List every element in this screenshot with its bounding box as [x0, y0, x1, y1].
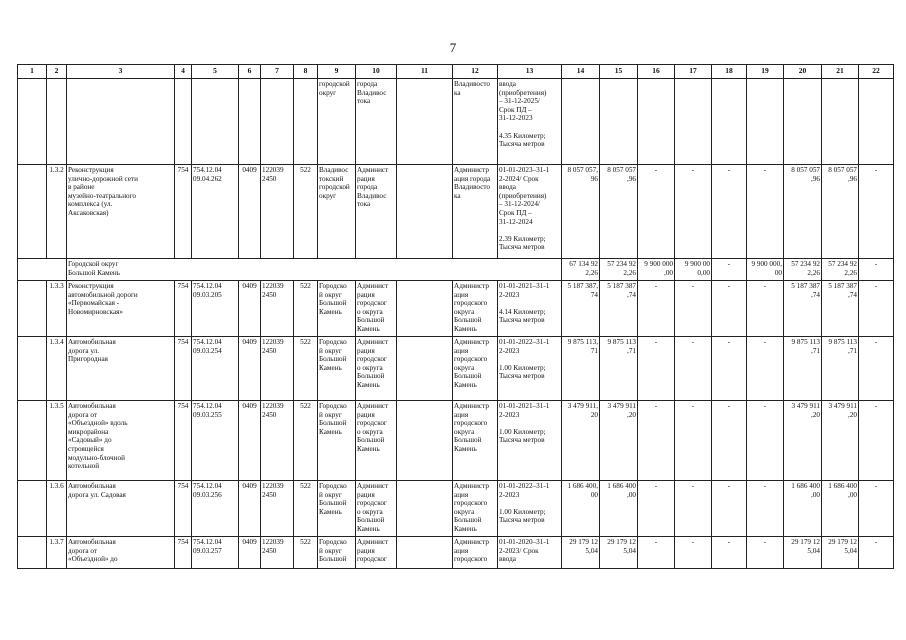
subtotal-value: 67 134 92 2,26 [562, 259, 600, 281]
table-cell: 01-01-2021–31-1 2-2023 1.00 Километр; Тысяча метров [498, 401, 562, 481]
table-cell: - [675, 481, 712, 537]
table-cell [397, 79, 453, 165]
column-number-header: 8 [294, 65, 318, 79]
table-cell: 0409 [239, 337, 261, 401]
table-cell: - [638, 281, 675, 337]
table-cell: - [638, 165, 675, 259]
table-cell: 754 [175, 481, 192, 537]
table-cell [638, 79, 675, 165]
column-number-header: 16 [638, 65, 675, 79]
table-cell: 522 [294, 401, 318, 481]
table-cell: Владивосто ка [453, 79, 498, 165]
table-cell: 5 187 387 ,74 [822, 281, 859, 337]
table-cell: 01-01-2020–31-1 2-2023/ Срок ввода [498, 537, 562, 569]
table-cell: - [712, 165, 747, 259]
table-cell: 9 875 113 ,71 [784, 337, 822, 401]
column-number-header: 19 [747, 65, 784, 79]
table-cell [18, 481, 47, 537]
table-cell: Админист рация города Владивос тока [356, 165, 397, 259]
table-cell [192, 79, 239, 165]
table-cell [822, 79, 859, 165]
table-row [18, 401, 894, 481]
column-number-header: 10 [356, 65, 397, 79]
table-row [18, 337, 894, 401]
column-number-header: 11 [397, 65, 453, 79]
subtotal-value: - [712, 259, 747, 281]
table-cell: - [859, 481, 894, 537]
table-cell: городской округ [318, 79, 356, 165]
table-cell: - [712, 281, 747, 337]
table-cell: Реконструкция автомобильной дороги «Первомайская - Новомирновская» [67, 281, 175, 337]
table-cell: 754 [175, 401, 192, 481]
table-cell: - [712, 481, 747, 537]
table-cell: Администр ация городского [453, 537, 498, 569]
table-cell: 01-01-2022–31-1 2-2023 1.00 Километр; Тысяча метров [498, 481, 562, 537]
table-cell [747, 79, 784, 165]
table-cell: Городско й округ Большой Камень [318, 281, 356, 337]
table-cell: Автомобильная дорога ул. Садовая [67, 481, 175, 537]
table-row [18, 537, 894, 569]
table-cell: 0409 [239, 281, 261, 337]
table-cell: 754.12.04 09.03.257 [192, 537, 239, 569]
table-cell: 754 [175, 537, 192, 569]
column-number-header: 1 [18, 65, 47, 79]
table-cell: Админист рация городског о округа Большой Камень [356, 281, 397, 337]
column-number-header: 2 [47, 65, 67, 79]
table-cell [18, 537, 47, 569]
table-cell: Администр ация городского округа Большой Камень [453, 401, 498, 481]
column-number-header: 22 [859, 65, 894, 79]
table-cell: 754 [175, 281, 192, 337]
table-cell: Реконструкция улично-дорожной сети в районе музейно-театрального комплекса (ул. Аксаковская) [67, 165, 175, 259]
table-cell: 01-01-2022–31-1 2-2023 1.00 Километр; Тысяча метров [498, 337, 562, 401]
column-number-header: 18 [712, 65, 747, 79]
table-row [18, 165, 894, 259]
table-cell: Городско й округ Большой Камень [318, 401, 356, 481]
table-cell: 29 179 12 5,04 [822, 537, 859, 569]
table-cell: - [859, 337, 894, 401]
table-cell: - [747, 337, 784, 401]
table-cell: - [712, 537, 747, 569]
table-cell [67, 79, 175, 165]
budget-table [17, 64, 894, 569]
column-number-header: 14 [562, 65, 600, 79]
table-cell: 9 875 113 ,71 [600, 337, 638, 401]
column-number-header: 6 [239, 65, 261, 79]
table-cell: 122039 2450 [261, 537, 294, 569]
table-cell: 3 479 911 ,20 [784, 401, 822, 481]
table-cell: 754.12.04 09.04.262 [192, 165, 239, 259]
table-cell: - [675, 337, 712, 401]
table-cell: 0409 [239, 401, 261, 481]
table-cell: 8 057 057 ,96 [784, 165, 822, 259]
table-cell: 9 875 113 ,71 [822, 337, 859, 401]
table-cell: Администр ация городского округа Большой Камень [453, 337, 498, 401]
table-cell: 122039 2450 [261, 281, 294, 337]
table-cell: - [747, 281, 784, 337]
table-cell: Автомобильная дорога от «Объездной» вдоль микрорайона «Садовый» до строящейся модульно-блочной котельной [67, 401, 175, 481]
table-cell: - [638, 481, 675, 537]
column-number-row [18, 65, 894, 79]
table-cell: - [712, 401, 747, 481]
table-cell: Администр ация городского округа Большой Камень [453, 481, 498, 537]
table-cell: 522 [294, 537, 318, 569]
table-cell: 122039 2450 [261, 401, 294, 481]
table-cell: 1.3.6 [47, 481, 67, 537]
table-cell [18, 281, 47, 337]
table-cell: - [638, 537, 675, 569]
table-cell: 5 187 387 ,74 [784, 281, 822, 337]
table-cell: Админист рация городског о округа Большой Камень [356, 481, 397, 537]
column-number-header: 15 [600, 65, 638, 79]
table-cell [18, 337, 47, 401]
table-cell: - [638, 337, 675, 401]
table-cell [397, 481, 453, 537]
table-cell: 29 179 12 5,04 [562, 537, 600, 569]
table-cell: 01-01-2021–31-1 2-2023 4.14 Километр; Тысяча метров [498, 281, 562, 337]
subtotal-value: 9 900 000, 00 [747, 259, 784, 281]
table-cell [397, 165, 453, 259]
table-cell: 0409 [239, 165, 261, 259]
table-cell: 1.3.7 [47, 537, 67, 569]
table-cell: 1 686 400 ,00 [822, 481, 859, 537]
table-cell: 754 [175, 337, 192, 401]
subtotal-value: 9 900 000 ,00 [638, 259, 675, 281]
table-cell: 8 057 057 ,96 [822, 165, 859, 259]
table-cell: 754 [175, 165, 192, 259]
table-row [18, 79, 894, 165]
subtotal-value: 57 234 92 2,26 [600, 259, 638, 281]
column-number-header: 5 [192, 65, 239, 79]
table-cell: 3 479 911 ,20 [822, 401, 859, 481]
column-number-header: 7 [261, 65, 294, 79]
table-cell: - [747, 165, 784, 259]
table-cell [294, 79, 318, 165]
table-cell: 522 [294, 281, 318, 337]
table-cell: 8 057 057 ,96 [600, 165, 638, 259]
table-cell: 3 479 911 ,20 [600, 401, 638, 481]
table-cell: 29 179 12 5,04 [784, 537, 822, 569]
table-cell [397, 401, 453, 481]
table-cell: 5 187 387 ,74 [600, 281, 638, 337]
table-cell: Админист рация городског [356, 537, 397, 569]
table-cell: 122039 2450 [261, 165, 294, 259]
table-row [18, 281, 894, 337]
table-cell [261, 79, 294, 165]
table-cell: 1.3.5 [47, 401, 67, 481]
subtotal-label: Городской округ Большой Камень [67, 259, 562, 281]
table-cell: 754.12.04 09.03.205 [192, 281, 239, 337]
table-cell: 1.3.2 [47, 165, 67, 259]
table-cell [18, 259, 67, 281]
subtotal-value: 9 900 00 0,00 [675, 259, 712, 281]
table-cell: Автомобильная дорога ул. Пригородная [67, 337, 175, 401]
table-cell: 522 [294, 337, 318, 401]
subtotal-value: 57 234 92 2,26 [822, 259, 859, 281]
table-cell: 5 187 387, 74 [562, 281, 600, 337]
table-cell: - [638, 401, 675, 481]
table-cell [675, 79, 712, 165]
table-cell: - [675, 165, 712, 259]
table-cell: - [675, 401, 712, 481]
table-row [18, 481, 894, 537]
column-number-header: 13 [498, 65, 562, 79]
table-cell: 3 479 911, 20 [562, 401, 600, 481]
table-cell [600, 79, 638, 165]
table-cell [562, 79, 600, 165]
table-cell: 1.3.4 [47, 337, 67, 401]
table-cell: 754.12.04 09.03.256 [192, 481, 239, 537]
table-cell: Владивос токский городской округ [318, 165, 356, 259]
table-cell: 1 686 400, 00 [562, 481, 600, 537]
table-cell: 8 057 057, 96 [562, 165, 600, 259]
table-cell: Администр ация городского округа Большой Камень [453, 281, 498, 337]
table-cell: Автомобильная дорога от «Объездной» до [67, 537, 175, 569]
column-number-header: 4 [175, 65, 192, 79]
table-cell: Админист рация городског о округа Большой Камень [356, 337, 397, 401]
table-cell: - [675, 281, 712, 337]
table-cell: - [747, 537, 784, 569]
column-number-header: 9 [318, 65, 356, 79]
subtotal-row [18, 259, 894, 281]
table-cell: 754.12.04 09.03.255 [192, 401, 239, 481]
table-cell: Городско й округ Большой [318, 537, 356, 569]
table-cell: Городско й округ Большой Камень [318, 481, 356, 537]
table-cell: - [859, 165, 894, 259]
table-cell: 522 [294, 165, 318, 259]
subtotal-value: - [859, 259, 894, 281]
table-cell: города Владивос тока [356, 79, 397, 165]
table-cell: - [712, 337, 747, 401]
column-number-header: 3 [67, 65, 175, 79]
table-cell: - [859, 401, 894, 481]
table-cell [18, 165, 47, 259]
table-cell: - [747, 401, 784, 481]
subtotal-value: 57 234 92 2,26 [784, 259, 822, 281]
table-cell [397, 337, 453, 401]
column-number-header: 17 [675, 65, 712, 79]
table-cell: 9 875 113, 71 [562, 337, 600, 401]
table-cell: Администр ация города Владивосто ка [453, 165, 498, 259]
table-cell [18, 401, 47, 481]
table-cell: Городско й округ Большой Камень [318, 337, 356, 401]
column-number-header: 20 [784, 65, 822, 79]
table-cell [784, 79, 822, 165]
table-cell: ввода (приобретения) – 31-12-2025/ Срок ПД – 31-12-2023 4.35 Километр; Тысяча метров [498, 79, 562, 165]
table-cell: 29 179 12 5,04 [600, 537, 638, 569]
table-cell: 754.12.04 09.03.254 [192, 337, 239, 401]
table-cell [239, 79, 261, 165]
table-cell [397, 537, 453, 569]
table-cell: 0409 [239, 481, 261, 537]
table-cell: 1 686 400 ,00 [784, 481, 822, 537]
column-number-header: 12 [453, 65, 498, 79]
table-cell: - [859, 537, 894, 569]
table-cell: 1 686 400 ,00 [600, 481, 638, 537]
table-cell: 01-01-2023–31-1 2-2024/ Срок ввода (приобретения) – 31-12-2024/ Срок ПД – 31-12-2024 2.39 Километр; Тысяча метров [498, 165, 562, 259]
table-cell [175, 79, 192, 165]
table-cell: - [859, 281, 894, 337]
table-cell: 122039 2450 [261, 337, 294, 401]
table-cell [712, 79, 747, 165]
table-cell [47, 79, 67, 165]
table-cell: 522 [294, 481, 318, 537]
table-cell: - [747, 481, 784, 537]
table-cell [18, 79, 47, 165]
table-cell: 122039 2450 [261, 481, 294, 537]
column-number-header: 21 [822, 65, 859, 79]
table-cell: - [675, 537, 712, 569]
table-cell [397, 281, 453, 337]
table-cell: Админист рация городског о округа Большой Камень [356, 401, 397, 481]
table-cell: 1.3.3 [47, 281, 67, 337]
table-cell [859, 79, 894, 165]
page-number: 7 [449, 40, 457, 55]
table-cell: 0409 [239, 537, 261, 569]
